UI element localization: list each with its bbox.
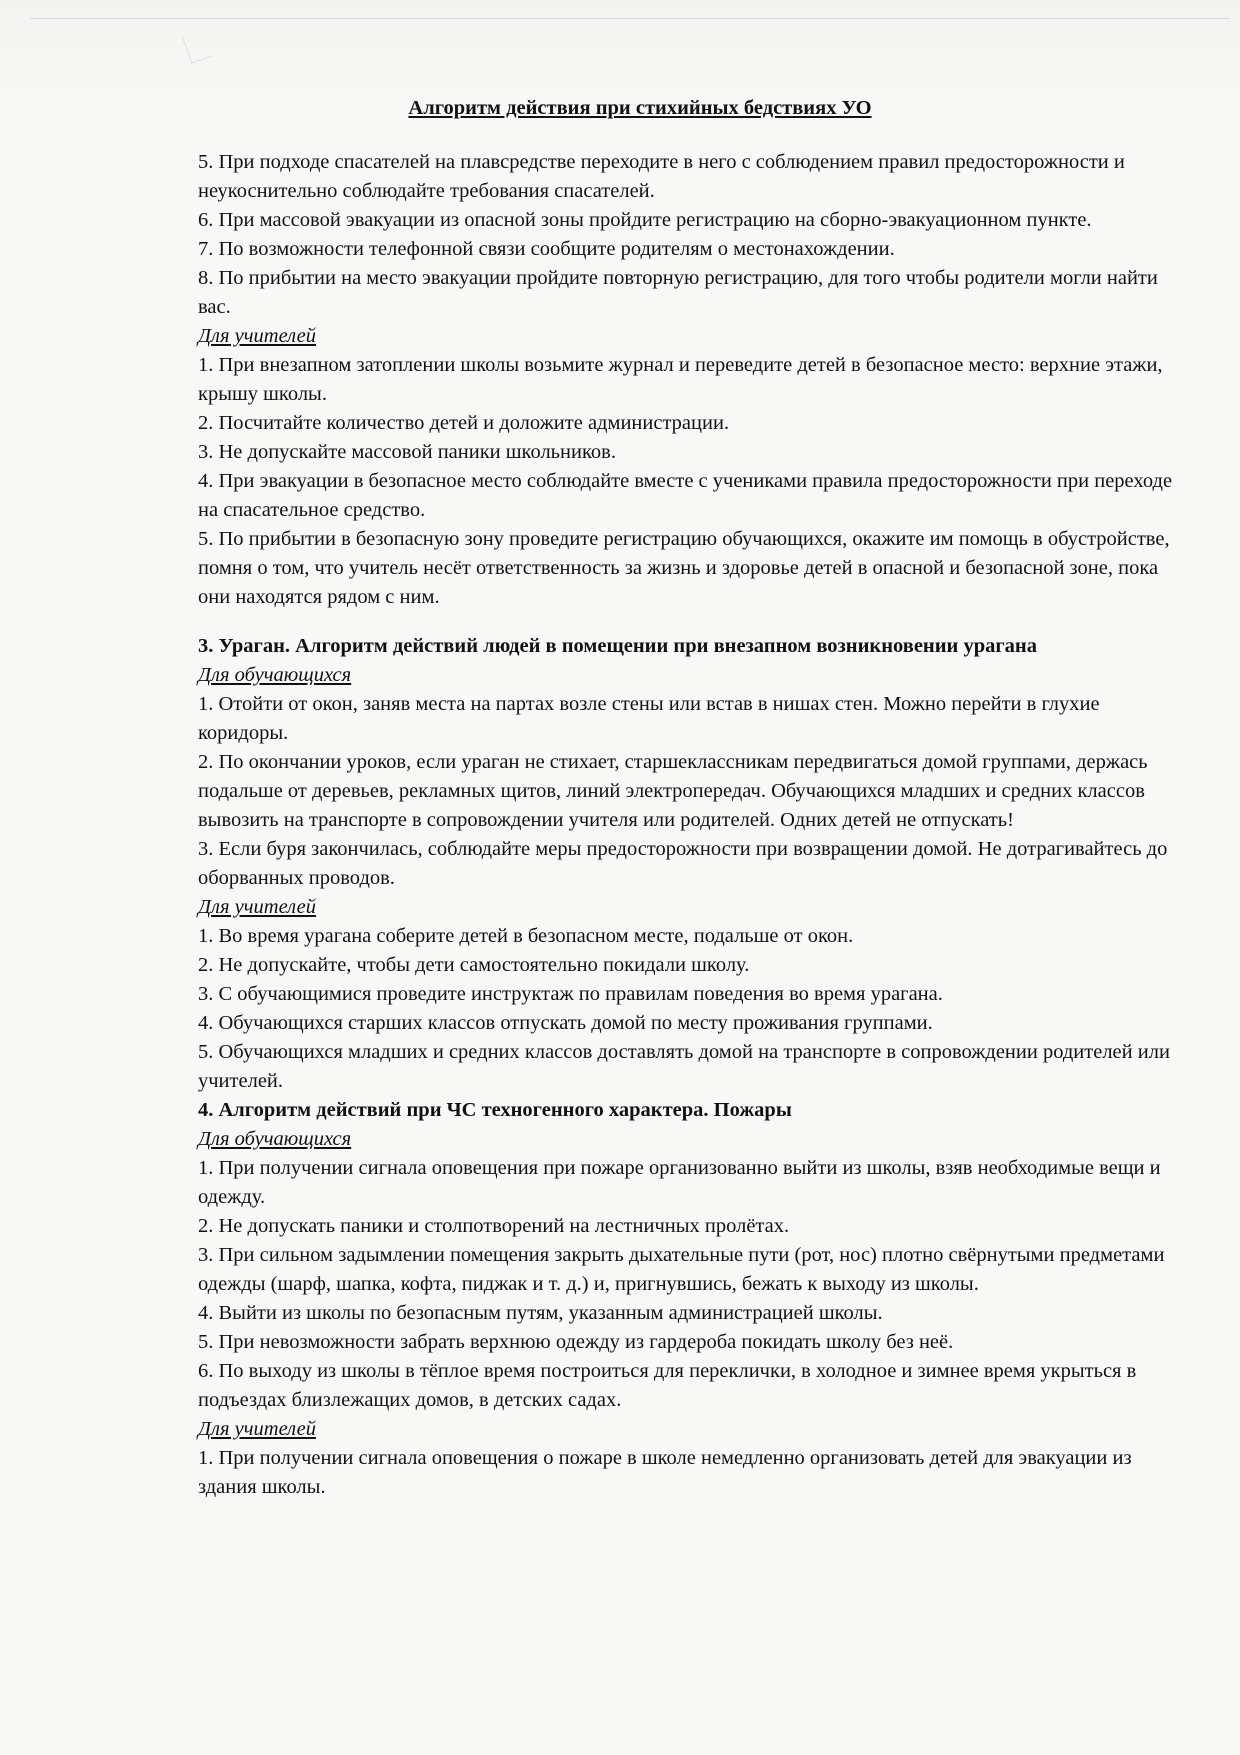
scan-edge-line — [30, 18, 1230, 19]
instruction-paragraph: 1. Отойти от окон, заняв места на партах возле стены или встав в нишах стен. Можно перейти в глухие коридоры. — [198, 693, 1100, 744]
instruction-paragraph: 6. По выходу из школы в тёплое время построиться для переклички, в холодное и зимнее время укрыться в подъездах близлежащих домов, в детских садах. — [198, 1360, 1137, 1411]
instruction-paragraph: 2. Не допускать паники и столпотворений на лестничных пролётах. — [198, 1215, 790, 1237]
instruction-paragraph: 1. При внезапном затоплении школы возьмите журнал и переведите детей в безопасное место: верхние этажи, крышу школы. — [198, 354, 1163, 405]
instruction-paragraph: 2. По окончании уроков, если ураган не стихает, старшеклассникам передвигаться домой группами, держась подальше от деревьев, рекламных щитов, линий электропередач. Обучающихся младших и средних классов вывозить на транспорте в сопровождении учителя или родителей. Одних детей не отпускать! — [198, 751, 1148, 831]
instruction-paragraph: 5. По прибытии в безопасную зону проведите регистрацию обучающихся, окажите им помощь в обустройстве, помня о том, что учитель несёт ответственность за жизнь и здоровье детей в опасной и безопасной зоне, пока они находятся рядом с ним. — [198, 528, 1170, 608]
instruction-paragraph: 5. Обучающихся младших и средних классов доставлять домой на транспорте в сопровождении родителей или учителей. — [198, 1041, 1170, 1092]
audience-subheading: Для учителей — [198, 325, 316, 347]
audience-subheading: Для обучающихся — [198, 1128, 352, 1150]
instruction-paragraph: 8. По прибытии на место эвакуации пройдите повторную регистрацию, для того чтобы родители могли найти вас. — [198, 267, 1158, 318]
instruction-paragraph: 6. При массовой эвакуации из опасной зоны пройдите регистрацию на сборно-эвакуационном пункте. — [198, 209, 1092, 231]
audience-subheading: Для обучающихся — [198, 664, 352, 686]
instruction-paragraph: 3. Если буря закончилась, соблюдайте меры предосторожности при возвращении домой. Не дотрагивайтесь до оборванных проводов. — [198, 838, 1168, 889]
document-body — [198, 148, 1188, 1502]
instruction-paragraph: 1. При получении сигнала оповещения о пожаре в школе немедленно организовать детей для эвакуации из здания школы. — [198, 1447, 1132, 1498]
instruction-paragraph: 3. С обучающимися проведите инструктаж по правилам поведения во время урагана. — [198, 983, 943, 1005]
audience-subheading: Для учителей — [198, 896, 316, 918]
instruction-paragraph: 4. Обучающихся старших классов отпускать домой по месту проживания группами. — [198, 1012, 933, 1034]
instruction-paragraph: 2. Посчитайте количество детей и доложите администрации. — [198, 412, 730, 434]
audience-subheading: Для учителей — [198, 1418, 316, 1440]
instruction-paragraph: 2. Не допускайте, чтобы дети самостоятельно покидали школу. — [198, 954, 750, 976]
instruction-paragraph: 5. При подходе спасателей на плавсредстве переходите в него с соблюдением правил предосторожности и неукоснительно соблюдайте требования спасателей. — [198, 151, 1125, 202]
instruction-paragraph: 3. При сильном задымлении помещения закрыть дыхательные пути (рот, нос) плотно свёрнутыми предметами одежды (шарф, шапка, кофта, пиджак и т. д.) и, пригнувшись, бежать к выходу из школы. — [198, 1244, 1165, 1295]
section-heading: 4. Алгоритм действий при ЧС техногенного характера. Пожары — [198, 1099, 792, 1121]
section-heading: 3. Ураган. Алгоритм действий людей в помещении при внезапном возникновении урагана — [198, 635, 1037, 657]
instruction-paragraph: 1. Во время урагана соберите детей в безопасном месте, подальше от окон. — [198, 925, 854, 947]
instruction-paragraph: 4. Выйти из школы по безопасным путям, указанным администрацией школы. — [198, 1302, 883, 1324]
instruction-paragraph: 5. При невозможности забрать верхнюю одежду из гардероба покидать школу без неё. — [198, 1331, 954, 1353]
document-title: Алгоритм действия при стихийных бедствиях УО — [408, 97, 872, 119]
instruction-paragraph: 3. Не допускайте массовой паники школьников. — [198, 441, 616, 463]
instruction-paragraph: 7. По возможности телефонной связи сообщите родителям о местонахождении. — [198, 238, 895, 260]
instruction-paragraph: 4. При эвакуации в безопасное место соблюдайте вместе с учениками правила предосторожности при переходе на спасательное средство. — [198, 470, 1173, 521]
pencil-mark — [182, 29, 212, 63]
section-gap — [198, 612, 1188, 632]
instruction-paragraph: 1. При получении сигнала оповещения при пожаре организованно выйти из школы, взяв необходимые вещи и одежду. — [198, 1157, 1161, 1208]
